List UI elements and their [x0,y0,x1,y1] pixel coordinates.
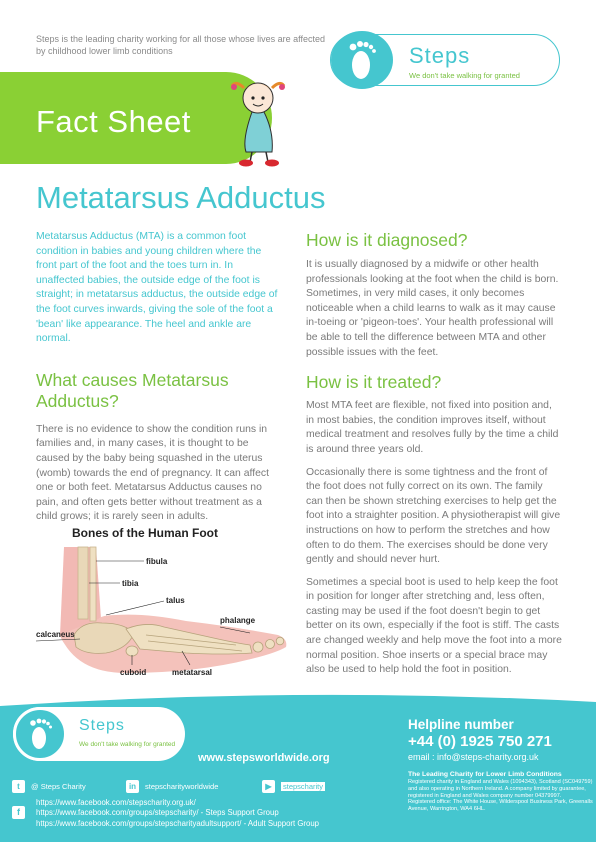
twitter-handle: @ Steps Charity [31,782,86,791]
facebook-link-page[interactable]: https://www.facebook.com/stepscharity.org.uk/ [36,798,196,807]
intro-paragraph: Metatarsus Adductus (MTA) is a common foot condition in babies and young children where the front part of the foot and the toes turn in. In unaffected babies, the outside edge of the foot is straight; in metatarsus adductus, the outside edge of the foot curves inwards, giving the sole of the foot a 'bean' like appearance. The heel and ankle are normal. [36,231,278,345]
label-phalange: phalange [220,616,256,625]
youtube-icon: ▶ [262,780,275,793]
linkedin-link[interactable] [126,780,218,793]
youtube-link[interactable] [262,780,325,793]
helpline-block [408,717,552,762]
footer-logo-slogan: We don't take walking for granted [79,741,176,748]
label-fibula: fibula [146,557,168,566]
label-talus: talus [166,596,185,605]
email-link[interactable]: email : info@steps-charity.org.uk [408,752,539,762]
diagnosed-paragraph: It is usually diagnosed by a midwife or other health professionals looking at the foot when the child is born. Sometimes, in very mild cases, it only becomes noticeable when a child learns to walk as it may cause in-toeing or 'pigeon-toes'. Your health professional will be able to tell the difference between MTA and other possible issues with the feet. [306,259,559,358]
footer-steps-logo [13,707,185,761]
tagline: Steps is the leading charity working for all those whose lives are affected by childhood lower limb conditions [36,34,325,56]
illustration-title: Bones of the Human Foot [72,526,218,540]
label-calcaneus: calcaneus [36,630,75,639]
logo-slogan: We don't take walking for granted [409,71,520,80]
page-title: Metatarsus Adductus [36,180,326,215]
charity-line: The Leading Charity for Lower Limb Conditions [408,771,562,778]
label-tibia: tibia [122,579,139,588]
diagnosed-heading: How is it diagnosed? [306,230,468,250]
label-metatarsal: metatarsal [172,668,213,677]
registration-text: Registered charity in England and Wales (1094343), Scotland (SC049759) and also operating in Northern Ireland. A company limited by guarantee, registered in England and Wales company number 04379997. [408,779,593,799]
youtube-handle: stepscharity [283,782,324,791]
footer-logo-name: Steps [79,717,125,734]
footprint-icon [331,31,393,89]
girl-illustration [222,70,292,170]
foot-bones-illustration [36,523,298,693]
facebook-link-adult-group[interactable]: https://www.facebook.com/groups/stepscharityadultsupport/ - Adult Support Group [36,818,320,828]
helpline-label: Helpline number [408,717,514,732]
left-column [36,230,284,525]
facebook-links [36,798,319,829]
registration-info [408,771,593,813]
treated-paragraph-2: Occasionally there is some tightness and the front of the foot does not fully correct on its own. The family can then be shown stretching exercises to help get the foot into a straighter position. A physiotherapist will give instructions on how to perform the stretches and how often to do them. The exercises should be done very gently and should never hurt. [306,466,561,566]
banner-title: Fact Sheet [36,104,191,139]
twitter-icon: t [12,780,25,793]
treated-heading: How is it treated? [306,372,442,393]
causes-paragraph: There is no evidence to show the condition runs in families and, in many cases, it is thought to be caused by the baby being squashed in the uterus (womb) towards the end of pregnancy. It can affect one or both feet. Metatarsus Adductus causes no pain, and often gets better without treatment as a child grows; it is rarely seen in adults. [36,423,269,523]
right-column [306,230,562,678]
treated-paragraph-3: Sometimes a special boot is used to help keep the foot in position for longer after stretching and, less often, casting may be used if the foot doesn't begin to get better on its own, especially if the foot is stiff. The casts are changed weekly and help move the foot into a more normal position. Shoe inserts or a special brace may also be used to help hold the foot in position. [306,576,562,676]
logo-name: Steps [409,43,471,68]
linkedin-icon: in [126,780,139,793]
steps-logo [330,34,560,86]
website-link[interactable]: www.stepsworldwide.org [198,752,330,764]
causes-heading: What causes Metatarsus Adductus? [36,369,229,411]
treated-paragraph-1: Most MTA feet are flexible, not fixed into position and, in most babies, the condition improves itself, without medical treatment and resolves fully by the time a child is around three years old. [306,400,559,455]
facebook-icon: f [12,806,25,819]
facebook-link-support-group[interactable]: https://www.facebook.com/groups/stepscharity/ - Steps Support Group [36,808,279,818]
footer-footprint-icon [13,707,67,761]
linkedin-handle: stepscharityworldwide [145,782,219,791]
office-address: Registered office: The White House, Wilderspool Business Park, Greenalls Avenue, Warrington, WA4 6HL. [408,799,593,813]
label-cuboid: cuboid [120,668,147,677]
twitter-link[interactable] [12,780,86,793]
helpline-number[interactable]: +44 (0) 1925 750 271 [408,733,552,750]
